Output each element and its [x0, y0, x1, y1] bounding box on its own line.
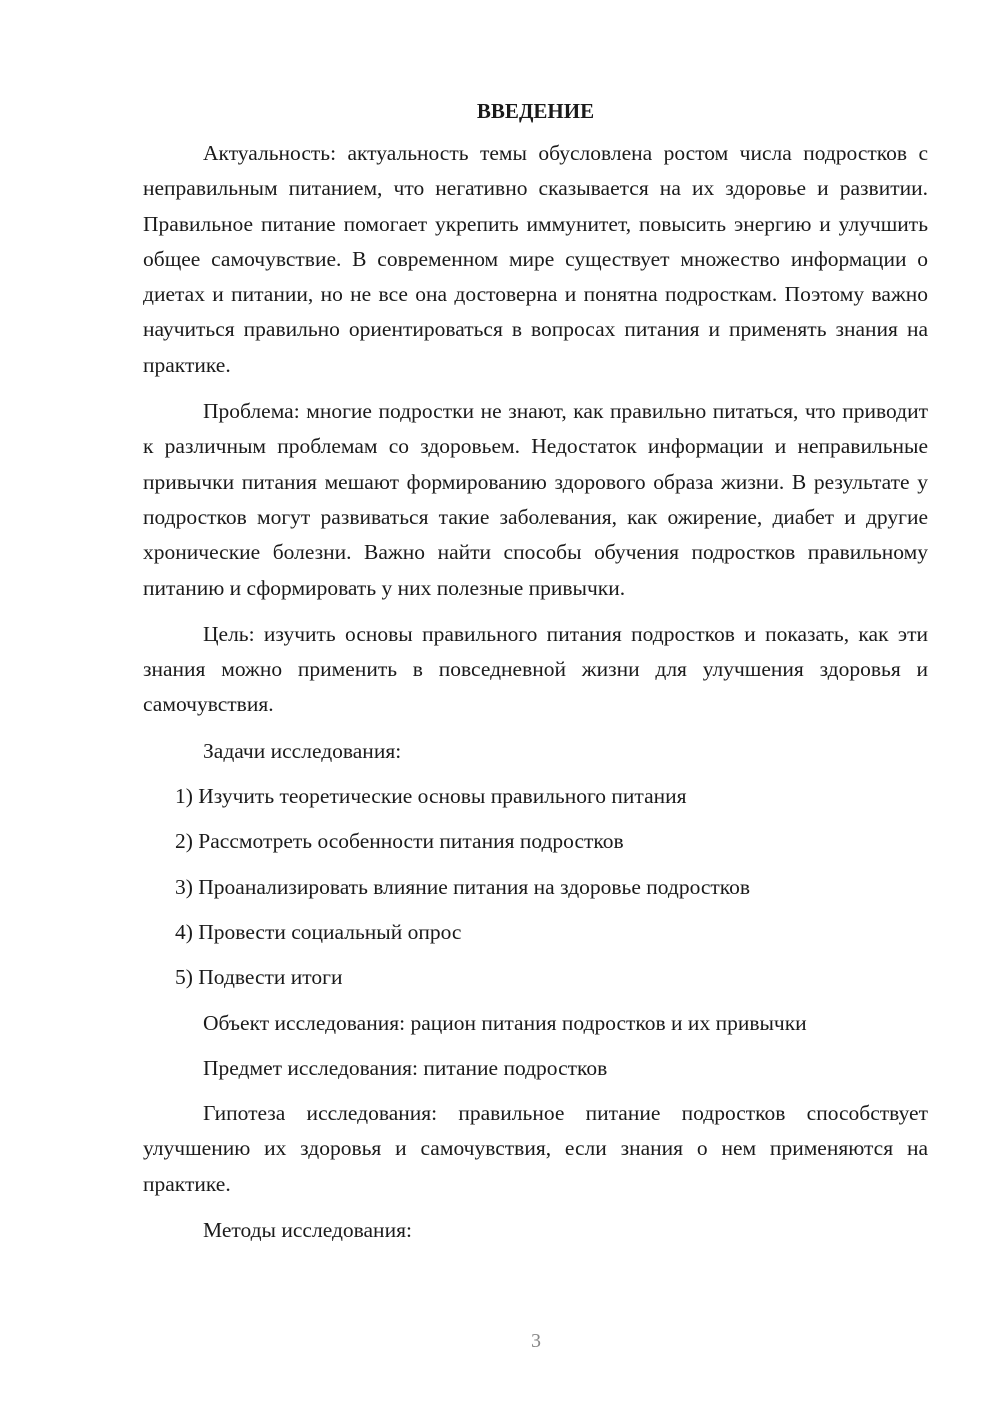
hypothesis-paragraph: Гипотеза исследования: правильное питание подростков способствует улучшению их здоровья и самочувствия, если знания о нем применяются на практике.: [143, 1101, 928, 1196]
task-item: 2) Рассмотреть особенности питания подростков: [175, 829, 624, 854]
object-line: Объект исследования: рацион питания подростков и их привычки: [203, 1010, 807, 1035]
section-title: ВВЕДЕНИЕ: [476, 99, 595, 123]
task-item: 4) Провести социальный опрос: [175, 919, 462, 944]
page-content: [143, 96, 928, 1258]
problem-paragraph: Проблема: многие подростки не знают, как правильно питаться, что приводит к различным проблемам со здоровьем. Недостаток информации и неправильные привычки питания мешают формированию здорового образа жизни. В результате у подростков могут развиваться такие заболевания, как ожирение, диабет и другие хронические болезни. Важно найти способы обучения подростков правильному питанию и сформировать у них полезные привычки.: [143, 399, 928, 600]
relevance-paragraph: Актуальность: актуальность темы обусловлена ростом числа подростков с неправильным питанием, что негативно сказывается на их здоровье и развитии. Правильное питание помогает укрепить иммунитет, повысить энергию и улучшить общее самочувствие. В современном мире существует множество информации о диетах и питании, но не все она достоверна и понятна подросткам. Поэтому важно научиться правильно ориентироваться в вопросах питания и применять знания на практике.: [143, 141, 928, 377]
tasks-heading: Задачи исследования:: [203, 738, 402, 763]
task-item: 1) Изучить теоретические основы правильного питания: [175, 784, 687, 809]
subject-line: Предмет исследования: питание подростков: [203, 1055, 608, 1080]
methods-heading: Методы исследования:: [203, 1218, 412, 1243]
task-item: 3) Проанализировать влияние питания на здоровье подростков: [175, 874, 751, 899]
page-number: 3: [531, 1330, 541, 1352]
task-item: 5) Подвести итоги: [175, 965, 343, 990]
goal-paragraph: Цель: изучить основы правильного питания подростков и показать, как эти знания можно применить в повседневной жизни для улучшения здоровья и самочувствия.: [143, 621, 928, 717]
